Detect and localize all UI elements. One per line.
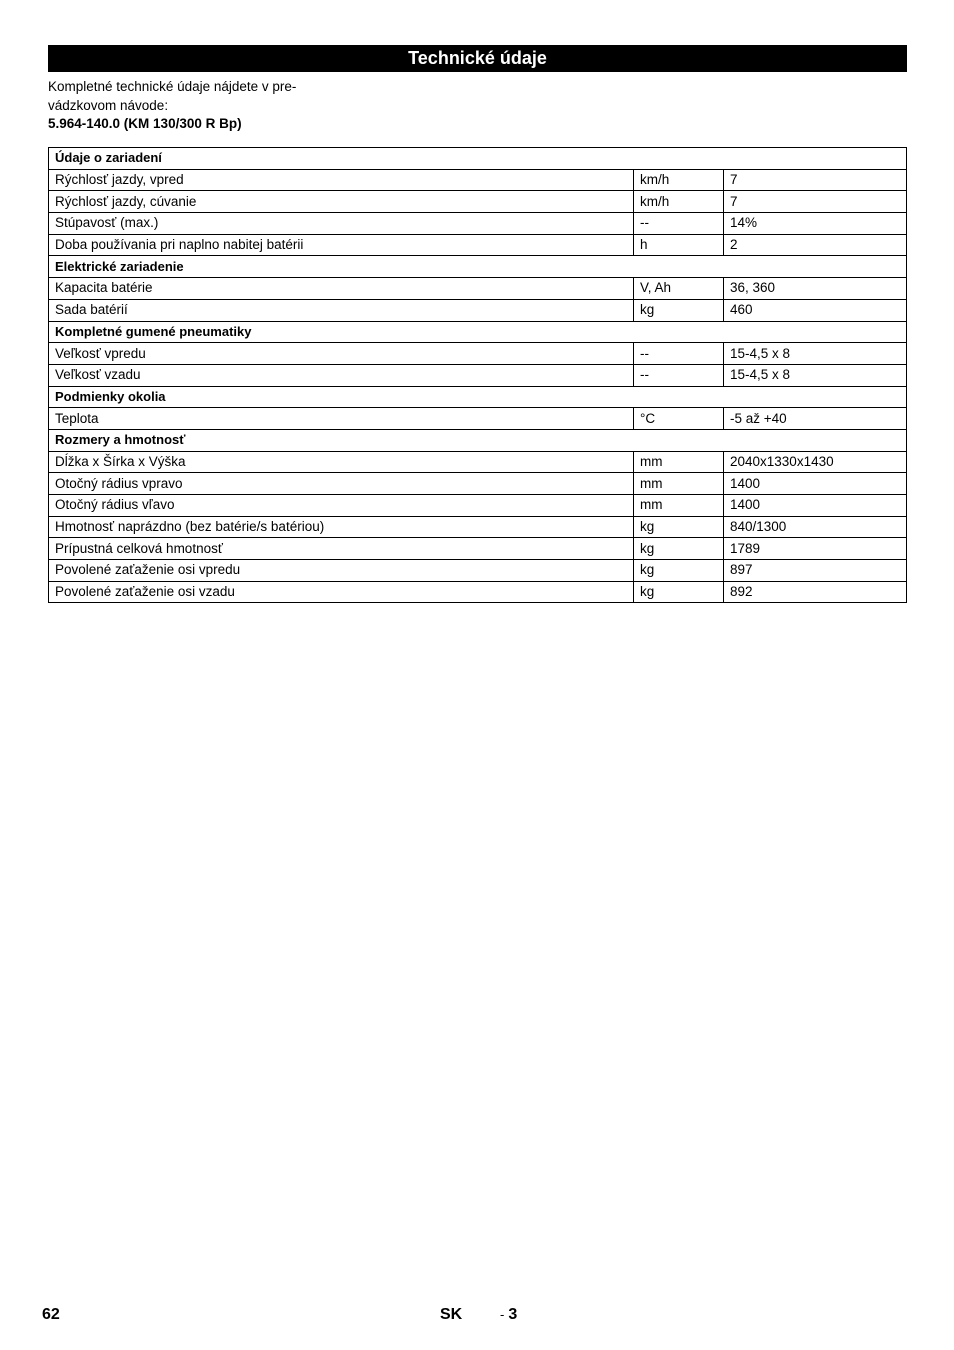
table-row <box>49 299 907 321</box>
cell-unit: mm <box>634 473 724 495</box>
cell-label: Veľkosť vpredu <box>49 343 634 365</box>
cell-unit: kg <box>634 560 724 582</box>
table-row <box>49 213 907 235</box>
cell-value: 2040x1330x1430 <box>724 451 907 473</box>
model-number: 5.964-140.0 (KM 130/300 R Bp) <box>48 116 242 131</box>
cell-value: 7 <box>724 191 907 213</box>
cell-label: Kapacita batérie <box>49 278 634 300</box>
cell-value: 36, 360 <box>724 278 907 300</box>
cell-value: 14% <box>724 213 907 235</box>
cell-unit: -- <box>634 213 724 235</box>
section-title: Kompletné gumené pneumatiky <box>49 321 907 343</box>
intro-line-1: Kompletné technické údaje nájdete v pre- <box>48 79 297 94</box>
table-row <box>49 516 907 538</box>
table-row <box>49 560 907 582</box>
table-row <box>49 538 907 560</box>
cell-value: 897 <box>724 560 907 582</box>
cell-unit: °C <box>634 408 724 430</box>
sub-page-dash: - <box>500 1307 505 1322</box>
table-row <box>49 581 907 603</box>
cell-value: 1400 <box>724 473 907 495</box>
table-row <box>49 234 907 256</box>
section-title: Elektrické zariadenie <box>49 256 907 278</box>
spec-table <box>48 147 907 603</box>
cell-unit: kg <box>634 516 724 538</box>
cell-value: 840/1300 <box>724 516 907 538</box>
cell-label: Otočný rádius vľavo <box>49 495 634 517</box>
page-number: 62 <box>42 1306 60 1323</box>
cell-unit: h <box>634 234 724 256</box>
cell-label: Stúpavosť (max.) <box>49 213 634 235</box>
cell-unit: V, Ah <box>634 278 724 300</box>
table-row <box>49 473 907 495</box>
section-title: Podmienky okolia <box>49 386 907 408</box>
intro-text <box>48 78 348 134</box>
cell-unit: kg <box>634 581 724 603</box>
cell-label: Sada batérií <box>49 299 634 321</box>
cell-value: 1789 <box>724 538 907 560</box>
cell-unit: km/h <box>634 191 724 213</box>
cell-label: Prípustná celková hmotnosť <box>49 538 634 560</box>
section-header-row <box>49 321 907 343</box>
table-row <box>49 451 907 473</box>
sub-page-number <box>500 1306 517 1324</box>
table-row <box>49 278 907 300</box>
page-title: Technické údaje <box>48 45 907 72</box>
cell-value: 15-4,5 x 8 <box>724 364 907 386</box>
cell-value: 15-4,5 x 8 <box>724 343 907 365</box>
section-header-row <box>49 386 907 408</box>
cell-label: Otočný rádius vpravo <box>49 473 634 495</box>
cell-label: Teplota <box>49 408 634 430</box>
table-row <box>49 343 907 365</box>
cell-unit: km/h <box>634 169 724 191</box>
cell-unit: -- <box>634 364 724 386</box>
table-row <box>49 408 907 430</box>
cell-value: -5 až +40 <box>724 408 907 430</box>
cell-label: Veľkosť vzadu <box>49 364 634 386</box>
cell-label: Rýchlosť jazdy, vpred <box>49 169 634 191</box>
section-header-row <box>49 429 907 451</box>
cell-value: 7 <box>724 169 907 191</box>
table-row <box>49 364 907 386</box>
table-row <box>49 191 907 213</box>
spec-table-body <box>49 148 907 603</box>
section-title: Údaje o zariadení <box>49 148 907 170</box>
cell-label: Doba používania pri naplno nabitej batérii <box>49 234 634 256</box>
cell-label: Povolené zaťaženie osi vzadu <box>49 581 634 603</box>
sub-page-value: 3 <box>508 1306 518 1323</box>
cell-unit: kg <box>634 538 724 560</box>
table-row <box>49 169 907 191</box>
cell-unit: mm <box>634 451 724 473</box>
section-title: Rozmery a hmotnosť <box>49 429 907 451</box>
cell-label: Rýchlosť jazdy, cúvanie <box>49 191 634 213</box>
cell-value: 460 <box>724 299 907 321</box>
cell-unit: kg <box>634 299 724 321</box>
cell-unit: mm <box>634 495 724 517</box>
language-code: SK <box>440 1306 463 1323</box>
cell-label: Hmotnosť naprázdno (bez batérie/s batériou) <box>49 516 634 538</box>
cell-label: Povolené zaťaženie osi vpredu <box>49 560 634 582</box>
intro-line-2: vádzkovom návode: <box>48 97 169 113</box>
cell-value: 892 <box>724 581 907 603</box>
section-header-row <box>49 148 907 170</box>
cell-value: 1400 <box>724 495 907 517</box>
cell-label: Dĺžka x Šírka x Výška <box>49 451 634 473</box>
table-row <box>49 495 907 517</box>
cell-unit: -- <box>634 343 724 365</box>
cell-value: 2 <box>724 234 907 256</box>
section-header-row <box>49 256 907 278</box>
